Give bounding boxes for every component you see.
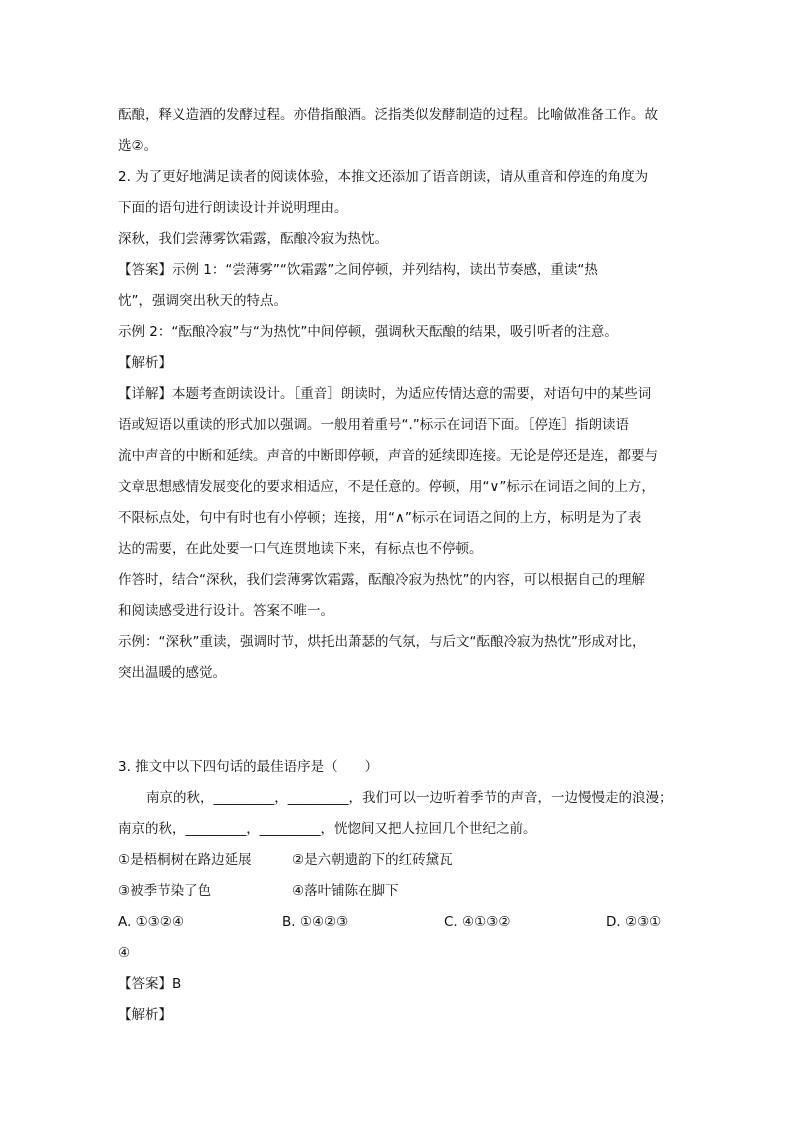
- choice-d: D. ②③①: [606, 914, 662, 930]
- document-page: [118, 100, 678, 1031]
- detail-line: 【详解】本题考查朗读设计。［重音］朗读时，为适应传情达意的需要，对语句中的某些词: [118, 386, 652, 402]
- question-2-sentence: 深秋，我们尝薄雾饮霜露，酝酿冷寂为热忱。: [118, 231, 388, 247]
- question-3-passage-cont: 南京的秋，_________，_________，恍惚间又把人拉回几个世纪之前。: [118, 821, 537, 837]
- sentence-item: ①是梧桐树在路边延展: [118, 852, 252, 868]
- detail-line: 流中声音的中断和延续。声音的中断即停顿，声音的延续即连接。无论是停还是连，都要与: [118, 448, 658, 464]
- sentence-item: ②是六朝遗韵下的红砖黛瓦: [292, 852, 453, 868]
- sentence-item: ③被季节染了色: [118, 883, 212, 899]
- sentence-item: ④落叶铺陈在脚下: [292, 883, 399, 899]
- answer-line: 【答案】示例 1：“尝薄雾”“饮霜露”之间停顿，并列结构，读出节奏感，重读“热: [118, 262, 598, 278]
- sentence-items-row: [118, 876, 678, 907]
- choice-a: A. ①③②④: [118, 914, 184, 930]
- answer-line: 【答案】B: [118, 976, 182, 992]
- detail-line: 达的需要，在此处要一口气连贯地读下来，有标点也不停顿。: [118, 541, 483, 557]
- choice-d-continued: ④: [118, 945, 131, 961]
- question-3-prompt: 3. 推文中以下四句话的最佳语序是（ ）: [118, 759, 379, 775]
- answer-line: 忱”，强调突出秋天的特点。: [118, 293, 287, 309]
- question-2-prompt: 2. 为了更好地满足读者的阅读体验，本推文还添加了语音朗读，请从重音和停连的角度为: [118, 169, 649, 185]
- sentence-items-row: [118, 845, 678, 876]
- section-spacer: [118, 689, 678, 752]
- question-2-prompt-cont: 下面的语句进行朗读设计并说明理由。: [118, 200, 348, 216]
- paragraph-line: 酝酿，释义造酒的发酵过程。亦借指酿酒。泛指类似发酵制造的过程。比喻做准备工作。故: [118, 107, 658, 123]
- detail-line: 文章思想感情发展变化的要求相适应，不是任意的。停顿，用“∨”标示在词语之间的上方，: [118, 479, 655, 495]
- choice-b: B. ①④②③: [282, 914, 349, 930]
- analysis-label: 【解析】: [118, 1007, 172, 1023]
- detail-line: 示例：“深秋”重读，强调时节，烘托出萧瑟的气氛，与后文“酝酿冷寂为热忱”形成对比，: [118, 634, 646, 650]
- detail-line: 语或短语以重读的形式加以强调。一般用着重号“.”标示在词语下面。［停连］指朗读语: [118, 417, 630, 433]
- paragraph-line: 选②。: [118, 138, 158, 154]
- answer-line: 示例 2：“酝酿冷寂”与“为热忱”中间停顿，强调秋天酝酿的结果，吸引听者的注意。: [118, 324, 618, 340]
- analysis-label: 【解析】: [118, 355, 172, 371]
- choices-row: [118, 907, 678, 938]
- detail-line: 作答时，结合“深秋，我们尝薄雾饮霜露，酝酿冷寂为热忱”的内容，可以根据自己的理解: [118, 572, 645, 588]
- detail-line: 不限标点处，句中有时也有小停顿；连接，用“∧”标示在词语之间的上方，标明是为了表: [118, 510, 642, 526]
- detail-line: 突出温暖的感觉。: [118, 665, 226, 681]
- choice-c: C. ④①③②: [444, 914, 511, 930]
- detail-line: 和阅读感受进行设计。答案不唯一。: [118, 603, 334, 619]
- question-3-passage: 南京的秋，_________，_________，我们可以一边听着季节的声音，一边慢慢走的浪漫；: [146, 790, 673, 806]
